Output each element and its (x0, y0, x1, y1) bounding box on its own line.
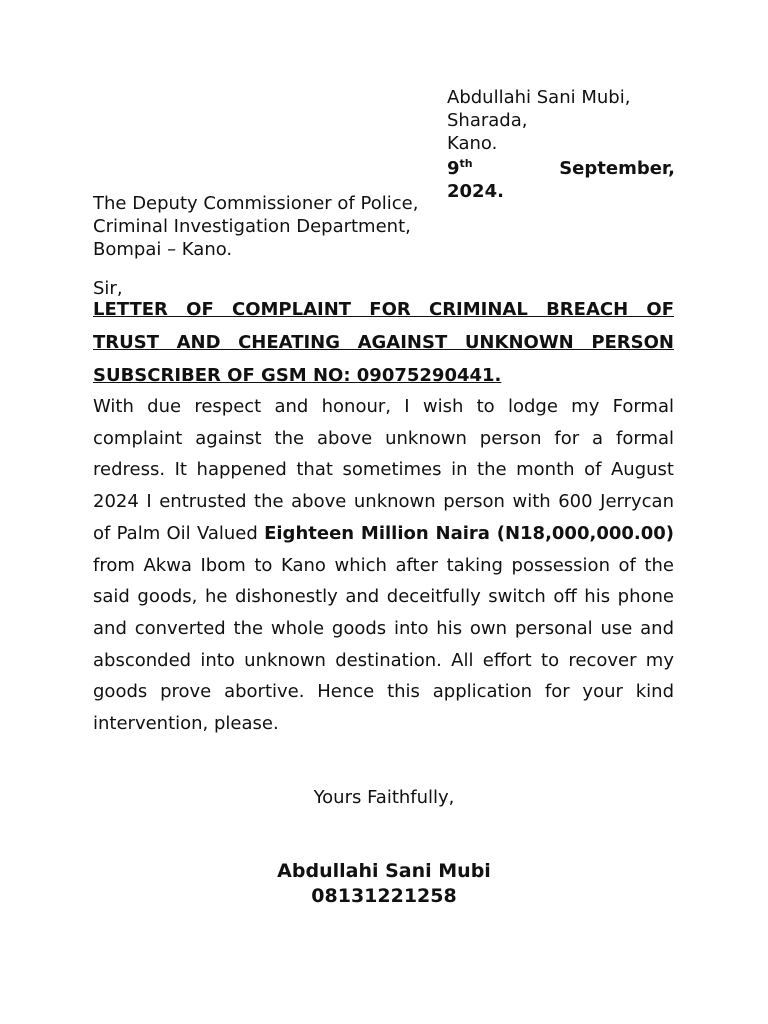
signature-block (0, 859, 768, 909)
sender-address-block (447, 86, 675, 203)
recipient-line2: Criminal Investigation Department, (93, 216, 411, 237)
body-part1: With due respect and honour, I wish to lodge my Formal complaint against the above unknown person for a formal redress. It happened that sometimes in the month of August 2024 I entrusted the above unknown person with 600 Jerrycan of Palm Oil Valued (93, 396, 674, 544)
recipient-line1: The Deputy Commissioner of Police, (93, 193, 419, 214)
letter-date (447, 157, 675, 180)
subject-heading: LETTER OF COMPLAINT FOR CRIMINAL BREACH OF TRUST AND CHEATING AGAINST UNKNOWN PERSON SUBSCRIBER OF GSM NO: 09075290441. (93, 299, 674, 386)
closing: Yours Faithfully, (313, 787, 455, 808)
recipient-line3: Bompai – Kano. (93, 239, 233, 260)
letter-body (93, 391, 674, 740)
body-part2: from Akwa Ibom to Kano which after taking possession of the said goods, he dishonestly and deceitfully switch off his phone and converted the whole goods into his own personal use and absconded into unknown destination. All effort to recover my goods prove abortive. Hence this application for your kind intervention, please. (93, 554, 674, 735)
date-day-group (447, 157, 473, 180)
date-day: 9 (447, 158, 460, 179)
date-suffix: th (459, 157, 473, 170)
signature-phone: 08131221258 (311, 885, 457, 907)
sender-address-line1: Sharada, (447, 110, 528, 131)
sender-name: Abdullahi Sani Mubi, (447, 87, 631, 108)
recipient-address-block (93, 192, 418, 261)
body-amount: Eighteen Million Naira (N18,000,000.00) (264, 522, 674, 544)
date-month: September, (559, 158, 675, 179)
signature-name: Abdullahi Sani Mubi (277, 860, 491, 882)
date-year: 2024. (447, 181, 504, 202)
sender-address-line2: Kano. (447, 133, 498, 154)
salutation: Sir, (93, 278, 123, 299)
